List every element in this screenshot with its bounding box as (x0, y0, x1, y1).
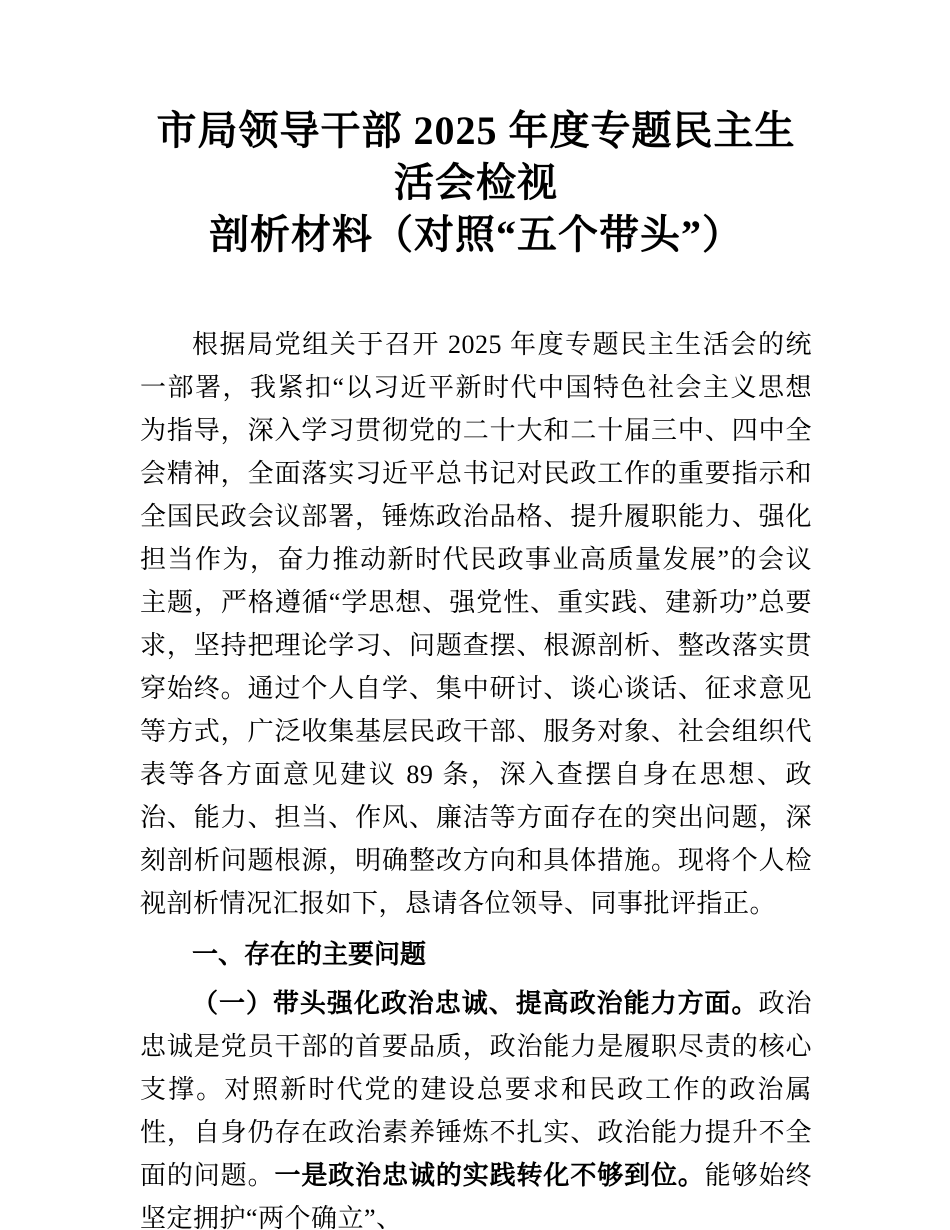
document-title (140, 105, 812, 261)
section-1-paragraph-1-lead: （一）带头强化政治忠诚、提高政治能力方面。 (192, 989, 759, 1018)
document-title-line2: 剖析材料（对照“五个带头”） (209, 212, 743, 257)
intro-paragraph: 根据局党组关于召开 2025 年度专题民主生活会的统一部署，我紧扣“以习近平新时代中国特色社会主义思想为指导，深入学习贯彻党的二十大和二十届三中、四中全会精神，全面落实习近平总书记对民政工作的重要指示和全国民政会议部署，锤炼政治品格、提升履职能力、强化担当作为，奋力推动新时代民政事业高质量发展”的会议主题，严格遵循“学思想、强党性、重实践、建新功”总要求，坚持把理论学习、问题查摆、根源剖析、整改落实贯穿始终。通过个人自学、集中研讨、谈心谈话、征求意见等方式，广泛收集基层民政干部、服务对象、社会组织代表等各方面意见建议 89 条，深入查摆自身在思想、政治、能力、担当、作风、廉洁等方面存在的突出问题，深刻剖析问题根源，明确整改方向和具体措施。现将个人检视剖析情况汇报如下，恳请各位领导、同事批评指正。 (140, 330, 812, 918)
section-1-paragraph-1-text2: 能够始终坚定拥护“两个确立”、 (140, 1161, 812, 1230)
section-1-heading: 一、存在的主要问题 (192, 939, 427, 969)
section-1-paragraph-1-emphasis: 一是政治忠诚的实践转化不够到位。 (274, 1161, 705, 1190)
section-1-paragraph-1-text1: 政治忠诚是党员干部的首要品质，政治能力是履职尽责的核心支撑。对照新时代党的建设总要求和民政工作的政治属性，自身仍存在政治素养锤炼不扎实、政治能力提升不全面的问题。 (140, 989, 812, 1190)
document-body (140, 323, 812, 1230)
section-1-paragraph-1 (140, 982, 812, 1230)
document-title-line1: 市局领导干部 2025 年度专题民主生活会检视 (156, 108, 796, 205)
